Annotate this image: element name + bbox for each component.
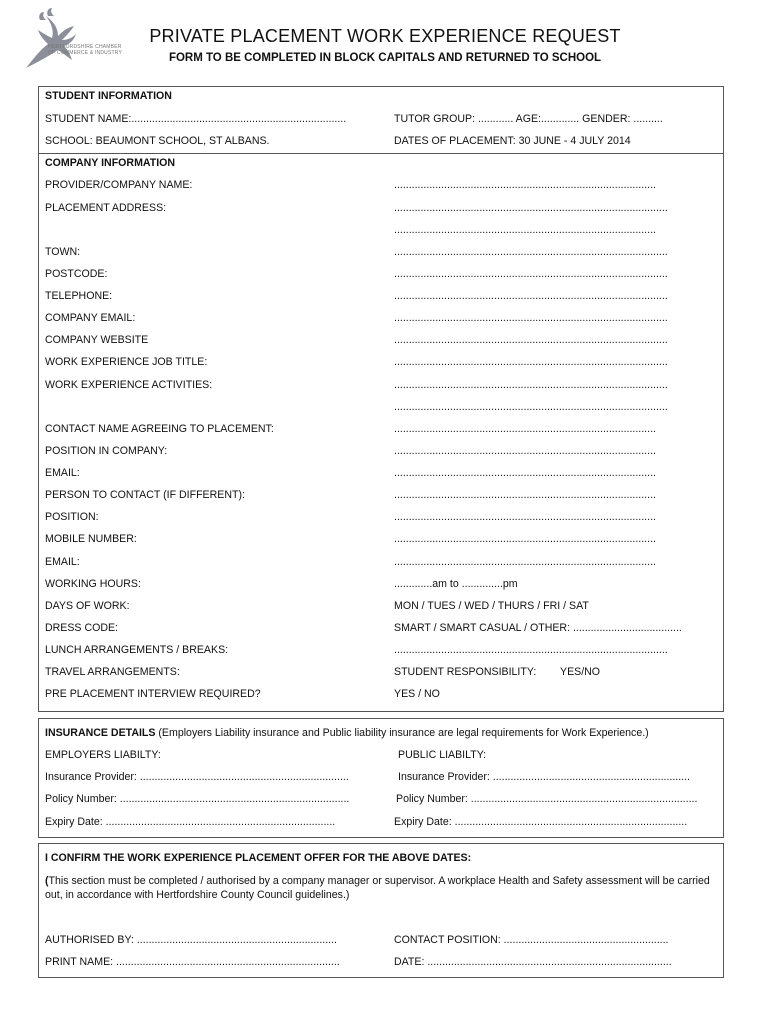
email2-field[interactable]: ......................................................................................... (394, 556, 656, 568)
insurance-heading-bold: INSURANCE DETAILS (45, 727, 156, 739)
print-name-field[interactable]: PRINT NAME: ............................................................................ (45, 956, 340, 968)
email2-label: EMAIL: (45, 556, 80, 568)
public-provider-field[interactable]: Insurance Provider: ................................................................... (398, 771, 691, 783)
public-expiry-field[interactable]: Expiry Date: ............................................................................... (394, 816, 688, 828)
lunch-label: LUNCH ARRANGEMENTS / BREAKS: (45, 644, 229, 656)
dress-code-field[interactable]: SMART / SMART CASUAL / OTHER: ..................................... (394, 622, 682, 634)
address-field-2[interactable]: ......................................................................................... (394, 224, 656, 236)
confirmation-note (45, 874, 717, 902)
contact-name-field[interactable]: ......................................................................................... (394, 423, 656, 435)
days-of-work-field[interactable]: MON / TUES / WED / THURS / FRI / SAT (394, 600, 589, 612)
dress-code-label: DRESS CODE: (45, 622, 118, 634)
section-divider (38, 153, 724, 154)
company-email-field[interactable]: ............................................................................................. (394, 312, 668, 324)
public-policy-field[interactable]: Policy Number: ............................................................................. (396, 793, 698, 805)
working-hours-field[interactable]: .............am to ..............pm (394, 578, 518, 590)
tutor-age-gender-field[interactable]: TUTOR GROUP: ............ AGE:............. GENDER: .......... (394, 113, 663, 125)
school-label: SCHOOL: BEAUMONT SCHOOL, ST ALBANS. (45, 135, 270, 147)
person-to-contact-field[interactable]: ......................................................................................... (394, 489, 656, 501)
employers-policy-field[interactable]: Policy Number: .............................................................................. (45, 793, 350, 805)
postcode-field[interactable]: ............................................................................................. (394, 268, 668, 280)
address-label: PLACEMENT ADDRESS: (45, 202, 167, 214)
provider-field[interactable]: ......................................................................................... (394, 179, 656, 191)
mobile-label: MOBILE NUMBER: (45, 533, 137, 545)
travel-yesno-field[interactable]: YES/NO (560, 666, 601, 678)
position-field[interactable]: ......................................................................................... (394, 511, 656, 523)
company-email-label: COMPANY EMAIL: (45, 312, 136, 324)
person-to-contact-label: PERSON TO CONTACT (IF DIFFERENT): (45, 489, 245, 501)
page-subtitle: FORM TO BE COMPLETED IN BLOCK CAPITALS AND RETURNED TO SCHOOL (168, 52, 602, 64)
company-info-heading: COMPANY INFORMATION (45, 157, 176, 169)
authorised-by-field[interactable]: AUTHORISED BY: .................................................................... (45, 934, 337, 946)
mobile-field[interactable]: ......................................................................................... (394, 533, 656, 545)
activities-field-1[interactable]: ............................................................................................. (394, 379, 668, 391)
position-label: POSITION: (45, 511, 99, 523)
contact-email-label: EMAIL: (45, 467, 80, 479)
insurance-heading-note: (Employers Liability insurance and Public liability insurance are legal requirements for Work Experience.) (155, 727, 649, 739)
confirmation-note-paren: ( (45, 875, 49, 887)
postcode-label: POSTCODE: (45, 268, 108, 280)
working-hours-label: WORKING HOURS: (45, 578, 141, 590)
contact-name-label: CONTACT NAME AGREEING TO PLACEMENT: (45, 423, 274, 435)
confirmation-heading: I CONFIRM THE WORK EXPERIENCE PLACEMENT OFFER FOR THE ABOVE DATES: (45, 852, 472, 864)
days-of-work-label: DAYS OF WORK: (45, 600, 130, 612)
employers-expiry-field[interactable]: Expiry Date: .............................................................................. (45, 816, 336, 828)
job-title-label: WORK EXPERIENCE JOB TITLE: (45, 356, 208, 368)
activities-field-2[interactable]: ............................................................................................. (394, 401, 668, 413)
town-label: TOWN: (45, 246, 81, 258)
contact-email-field[interactable]: ......................................................................................... (394, 467, 656, 479)
contact-position-field[interactable]: CONTACT POSITION: ........................................................ (394, 934, 669, 946)
telephone-field[interactable]: ............................................................................................. (394, 290, 668, 302)
interview-field[interactable]: YES / NO (394, 688, 440, 700)
position-in-company-label: POSITION IN COMPANY: (45, 445, 168, 457)
logo-text: HERTFORDSHIRE CHAMBER OF COMMERCE & INDUSTRY (48, 44, 123, 56)
employers-provider-field[interactable]: Insurance Provider: ....................................................................... (45, 771, 349, 783)
confirmation-note-text: This section must be completed / authorised by a company manager or supervisor. A workplace Health and Safety assessment will be carried out, in accordance with Hertfordshire County Council guidelines.) (45, 875, 710, 901)
company-website-label: COMPANY WEBSITE (45, 334, 149, 346)
date-field[interactable]: DATE: ................................................................................... (394, 956, 672, 968)
interview-label: PRE PLACEMENT INTERVIEW REQUIRED? (45, 688, 261, 700)
provider-label: PROVIDER/COMPANY NAME: (45, 179, 193, 191)
student-info-heading: STUDENT INFORMATION (45, 90, 172, 102)
company-website-field[interactable]: ............................................................................................. (394, 334, 668, 346)
insurance-heading (45, 726, 649, 740)
employers-liability-label: EMPLOYERS LIABILTY: (45, 749, 161, 761)
travel-label: TRAVEL ARRANGEMENTS: (45, 666, 180, 678)
address-field-1[interactable]: ............................................................................................. (394, 202, 668, 214)
position-in-company-field[interactable]: ......................................................................................... (394, 445, 656, 457)
lunch-field[interactable]: ............................................................................................. (394, 644, 668, 656)
travel-responsibility-label: STUDENT RESPONSIBILITY: (394, 666, 537, 678)
placement-dates-label: DATES OF PLACEMENT: 30 JUNE - 4 JULY 2014 (394, 135, 631, 147)
page-title: PRIVATE PLACEMENT WORK EXPERIENCE REQUEST (149, 26, 621, 46)
activities-label: WORK EXPERIENCE ACTIVITIES: (45, 379, 213, 391)
telephone-label: TELEPHONE: (45, 290, 113, 302)
job-title-field[interactable]: ............................................................................................. (394, 356, 668, 368)
public-liability-label: PUBLIC LIABILTY: (398, 749, 487, 761)
town-field[interactable]: ............................................................................................. (394, 246, 668, 258)
student-name-field[interactable]: STUDENT NAME:......................................................................... (45, 113, 347, 125)
